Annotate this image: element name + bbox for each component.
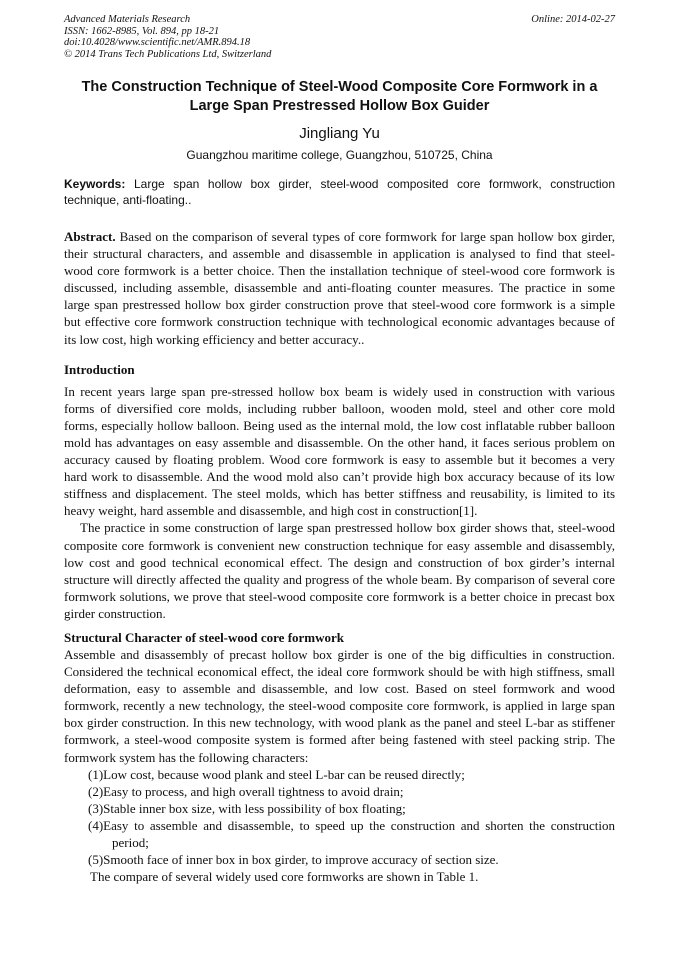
list-item: (2)Easy to process, and high overall tightness to avoid drain;: [88, 783, 404, 799]
paper-page: [64, 14, 615, 885]
copyright-line: © 2014 Trans Tech Publications Ltd, Switzerland: [64, 48, 272, 60]
issn-line: ISSN: 1662-8985, Vol. 894, pp 18-21: [64, 25, 220, 37]
list-item: (4)Easy to assemble and disassemble, to speed up the construction and shorten the construction period;: [88, 817, 615, 850]
doi-line: doi:10.4028/www.scientific.net/AMR.894.18: [64, 37, 251, 48]
characters-list: [64, 766, 615, 869]
list-item: (1)Low cost, because wood plank and steel L-bar can be reused directly;: [88, 766, 465, 782]
introduction-heading: Introduction: [64, 361, 135, 377]
abstract-text: Based on the comparison of several types of core formwork for large span hollow box girder, their structural characters, and assemble and disassemble in application is analysed to find that steel-wood core formwork is a better choice. Then the installation technique of steel-wood core formwork is discussed, including assemble, disassemble and anti-floating counter measures. The practice in some large span prestressed hollow box girder construction prove that steel-wood core formwork is a simple but effective core formwork construction technique with technological economic advantages because of its low cost, high working efficiency and better accuracy..: [64, 229, 616, 347]
list-item: (5)Smooth face of inner box in box girder, to improve accuracy of section size.: [88, 852, 499, 868]
keywords-text: Large span hollow box girder, steel-wood composited core formwork, construction technique, anti-floating..: [64, 177, 615, 207]
table-reference-line: The compare of several widely used core formworks are shown in Table 1.: [90, 869, 479, 885]
journal-header: [64, 14, 615, 60]
introduction-paragraph-1: In recent years large span pre-stressed hollow box beam is widely used in construction with various forms of diversified core molds, including rubber balloon, wooden mold, steel and other core mold forms, especially hollow balloon. Being used as the internal mold, the low cost inflatable rubber balloon mold has advantages on easy assemble and disassemble. On the other hand, it faces serious problem on accuracy caused by floating problem. Wood core formwork is easy to assemble but it becomes a very hard work to disassemble. And the wood mold also can’t provide high box accuracy because of its low stiffness and displacement. The steel molds, which has better stiffness and reusability, is limited to its heavy weight, hard assemble and disassemble, and high cost in construction[1].: [64, 383, 615, 519]
abstract-label: Abstract.: [64, 229, 116, 244]
abstract: [64, 228, 615, 348]
keywords: [64, 176, 615, 208]
structural-heading: Structural Character of steel-wood core formwork: [64, 629, 345, 645]
structural-paragraph: Assemble and disassembly of precast hollow box girder is one of the big difficulties in construction. Considered the technical economical effect, the ideal core formwork should be with high stiffness, small deformation, easy to assemble and disassemble, and low cost. Based on steel formwork and wood formwork, recently a new technology, the steel-wood composite core formwork, is applied in large span box girder construction. In this new technology, with wood plank as the panel and steel L-bar as stiffener formwork, a steel-wood composite system is formed after being fastened with steel packing strip. The formwork system has the following characters:: [64, 646, 615, 765]
introduction-paragraph-2: The practice in some construction of large span prestressed hollow box girder shows that, steel-wood composite core formwork is convenient new construction technique for easy assemble and disassembly, low cost and good technical economical effect. The design and construction of box girder’s internal structure will directly affected the quality and progress of the whole beam. By comparison of several core formwork solutions, we prove that steel-wood composite core formwork is a better choice in precast box girder construction.: [64, 520, 615, 621]
journal-name: Advanced Materials Research: [64, 14, 191, 25]
author-name: Jingliang Yu: [299, 125, 380, 142]
list-item: (3)Stable inner box size, with less possibility of box floating;: [88, 800, 406, 816]
keywords-label: Keywords:: [64, 177, 126, 191]
paper-title: The Construction Technique of Steel-Wood Composite Core Formwork in a Large Span Prestressed Hollow Box Guider: [81, 79, 598, 114]
online-date: Online: 2014-02-27: [531, 14, 615, 25]
author-affiliation: Guangzhou maritime college, Guangzhou, 510725, China: [186, 148, 493, 162]
